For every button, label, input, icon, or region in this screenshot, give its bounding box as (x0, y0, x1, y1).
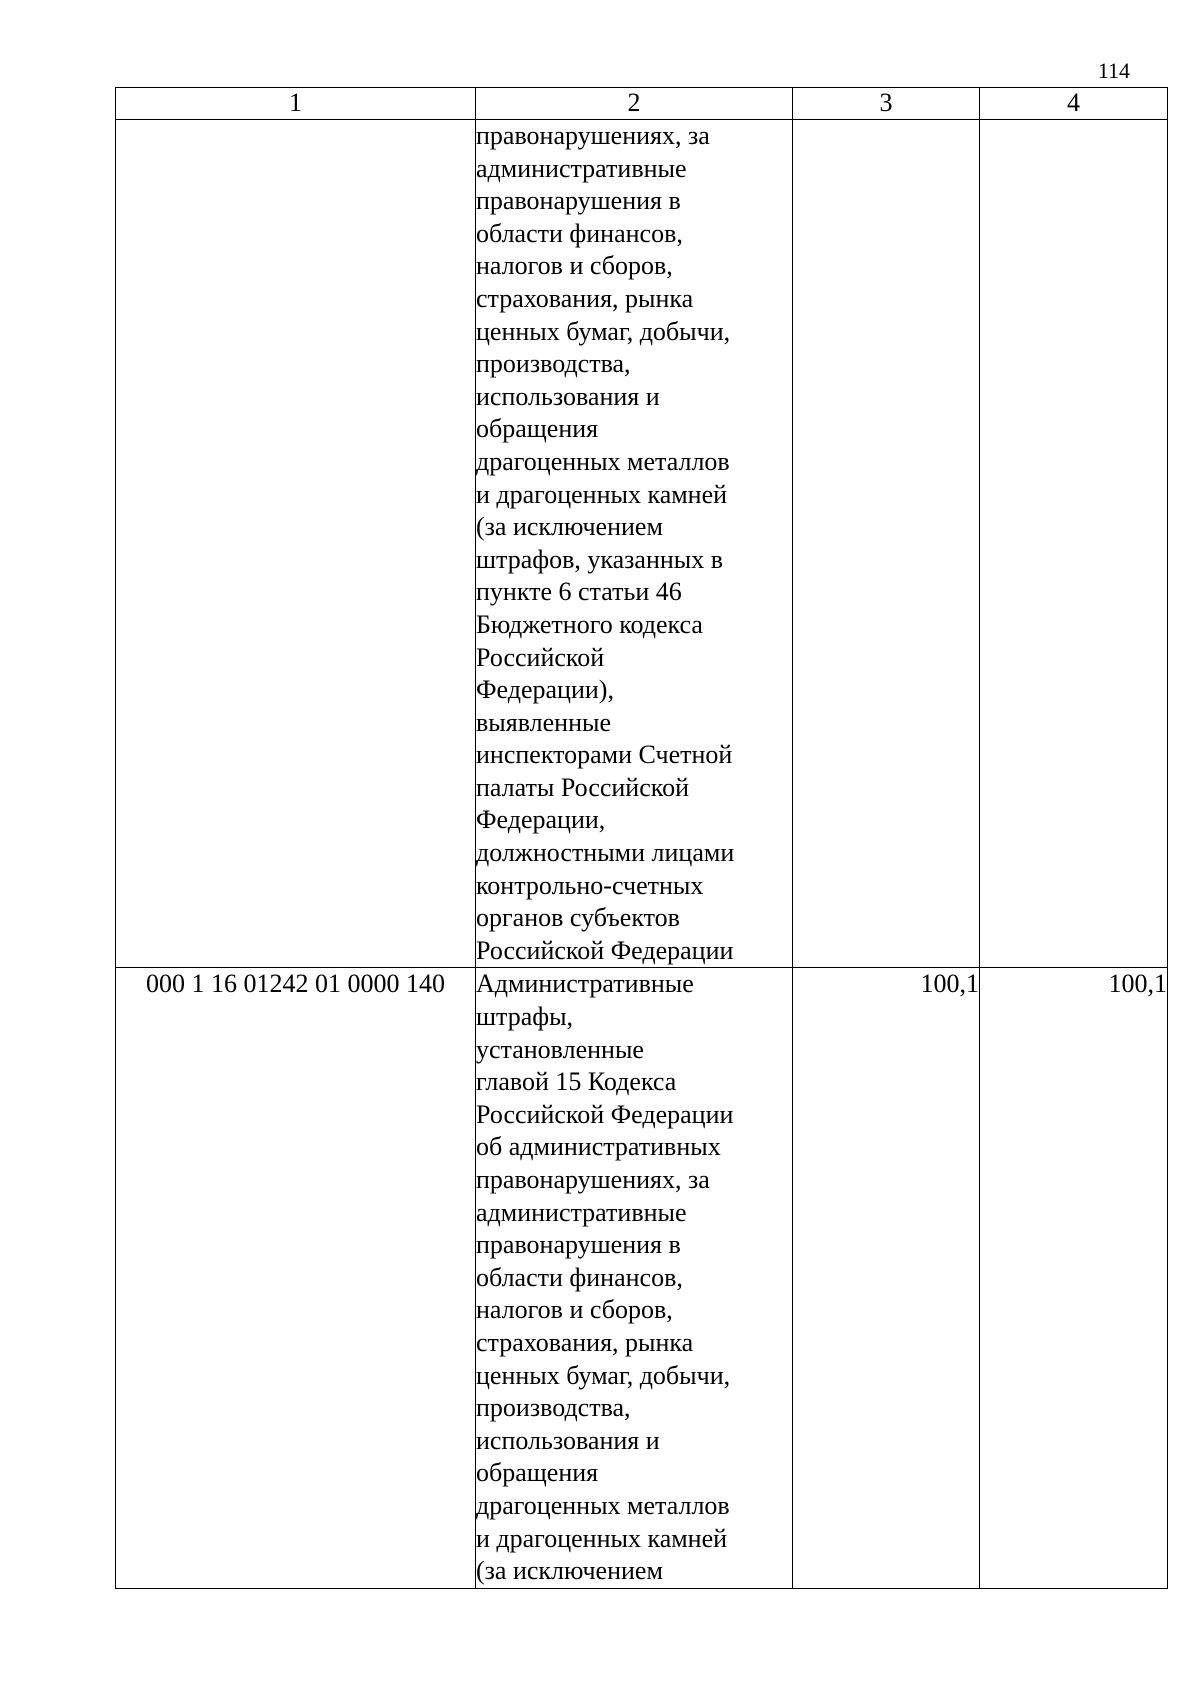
description-line: инспекторами Счетной (476, 740, 733, 770)
header-cell-2: 2 (476, 88, 793, 120)
description-line: драгоценных металлов (476, 446, 730, 476)
description-line: штрафов, указанных в (476, 544, 724, 574)
description-cell (476, 968, 793, 1588)
description-line: административные (476, 153, 687, 183)
description-line: производства, (476, 349, 631, 379)
description-line: страхования, рынка (476, 1327, 694, 1357)
table-header-row (116, 88, 1168, 120)
description-line: налогов и сборов, (476, 251, 673, 281)
table-row (116, 968, 1168, 1588)
header-cell-3: 3 (793, 88, 980, 120)
amount-cell-col4 (980, 120, 1168, 968)
description-line: установленные (476, 1034, 644, 1064)
table-row (116, 120, 1168, 968)
description-line: производства, (476, 1393, 631, 1423)
description-line: Федерации, (476, 805, 606, 835)
page-number: 114 (1097, 58, 1130, 83)
description-line: и драгоценных камней (476, 1523, 728, 1553)
description-line: Федерации), (476, 675, 614, 705)
description-line: органов субъектов (476, 903, 680, 933)
amount-cell-col4: 100,1 (980, 968, 1168, 1588)
description-line: контрольно-счетных (476, 870, 704, 900)
description-line: обращения (476, 1458, 599, 1488)
description-line: Бюджетного кодекса (476, 609, 703, 639)
description-line: использования и (476, 381, 660, 411)
description-line: ценных бумаг, добычи, (476, 1360, 731, 1390)
description-line: должностными лицами (476, 838, 735, 868)
description-line: правонарушения в (476, 1230, 681, 1260)
description-line: обращения (476, 414, 599, 444)
description-line: административные (476, 1197, 687, 1227)
description-line: и драгоценных камней (476, 479, 728, 509)
description-line: области финансов, (476, 1262, 683, 1292)
description-line: Российской Федерации (476, 935, 734, 965)
description-line: об административных (476, 1132, 721, 1162)
budget-table (115, 87, 1168, 1589)
description-line: правонарушениях, за (476, 121, 710, 150)
description-line: Административные (476, 969, 694, 999)
amount-cell-col3: 100,1 (793, 968, 980, 1588)
header-cell-4: 4 (980, 88, 1168, 120)
description-line: драгоценных металлов (476, 1490, 730, 1520)
description-line: области финансов, (476, 218, 683, 248)
description-line: Российской Федерации (476, 1099, 734, 1129)
description-line: использования и (476, 1425, 660, 1455)
description-line: (за исключением (476, 512, 663, 542)
description-line: Российской (476, 642, 605, 672)
description-line: правонарушениях, за (476, 1165, 710, 1194)
header-cell-1: 1 (116, 88, 476, 120)
description-line: выявленные (476, 707, 611, 737)
description-line: налогов и сборов, (476, 1295, 673, 1325)
description-line: (за исключением (476, 1556, 663, 1586)
description-line: штрафы, (476, 1002, 574, 1032)
description-line: палаты Российской (476, 772, 689, 802)
code-cell: 000 1 16 01242 01 0000 140 (116, 968, 476, 1588)
description-line: правонарушения в (476, 186, 681, 216)
description-line: ценных бумаг, добычи, (476, 316, 731, 346)
description-line: главой 15 Кодекса (476, 1067, 677, 1097)
amount-cell-col3 (793, 120, 980, 968)
code-cell (116, 120, 476, 968)
description-line: страхования, рынка (476, 283, 694, 313)
description-line: пункте 6 статьи 46 (476, 577, 682, 607)
description-cell (476, 120, 793, 968)
